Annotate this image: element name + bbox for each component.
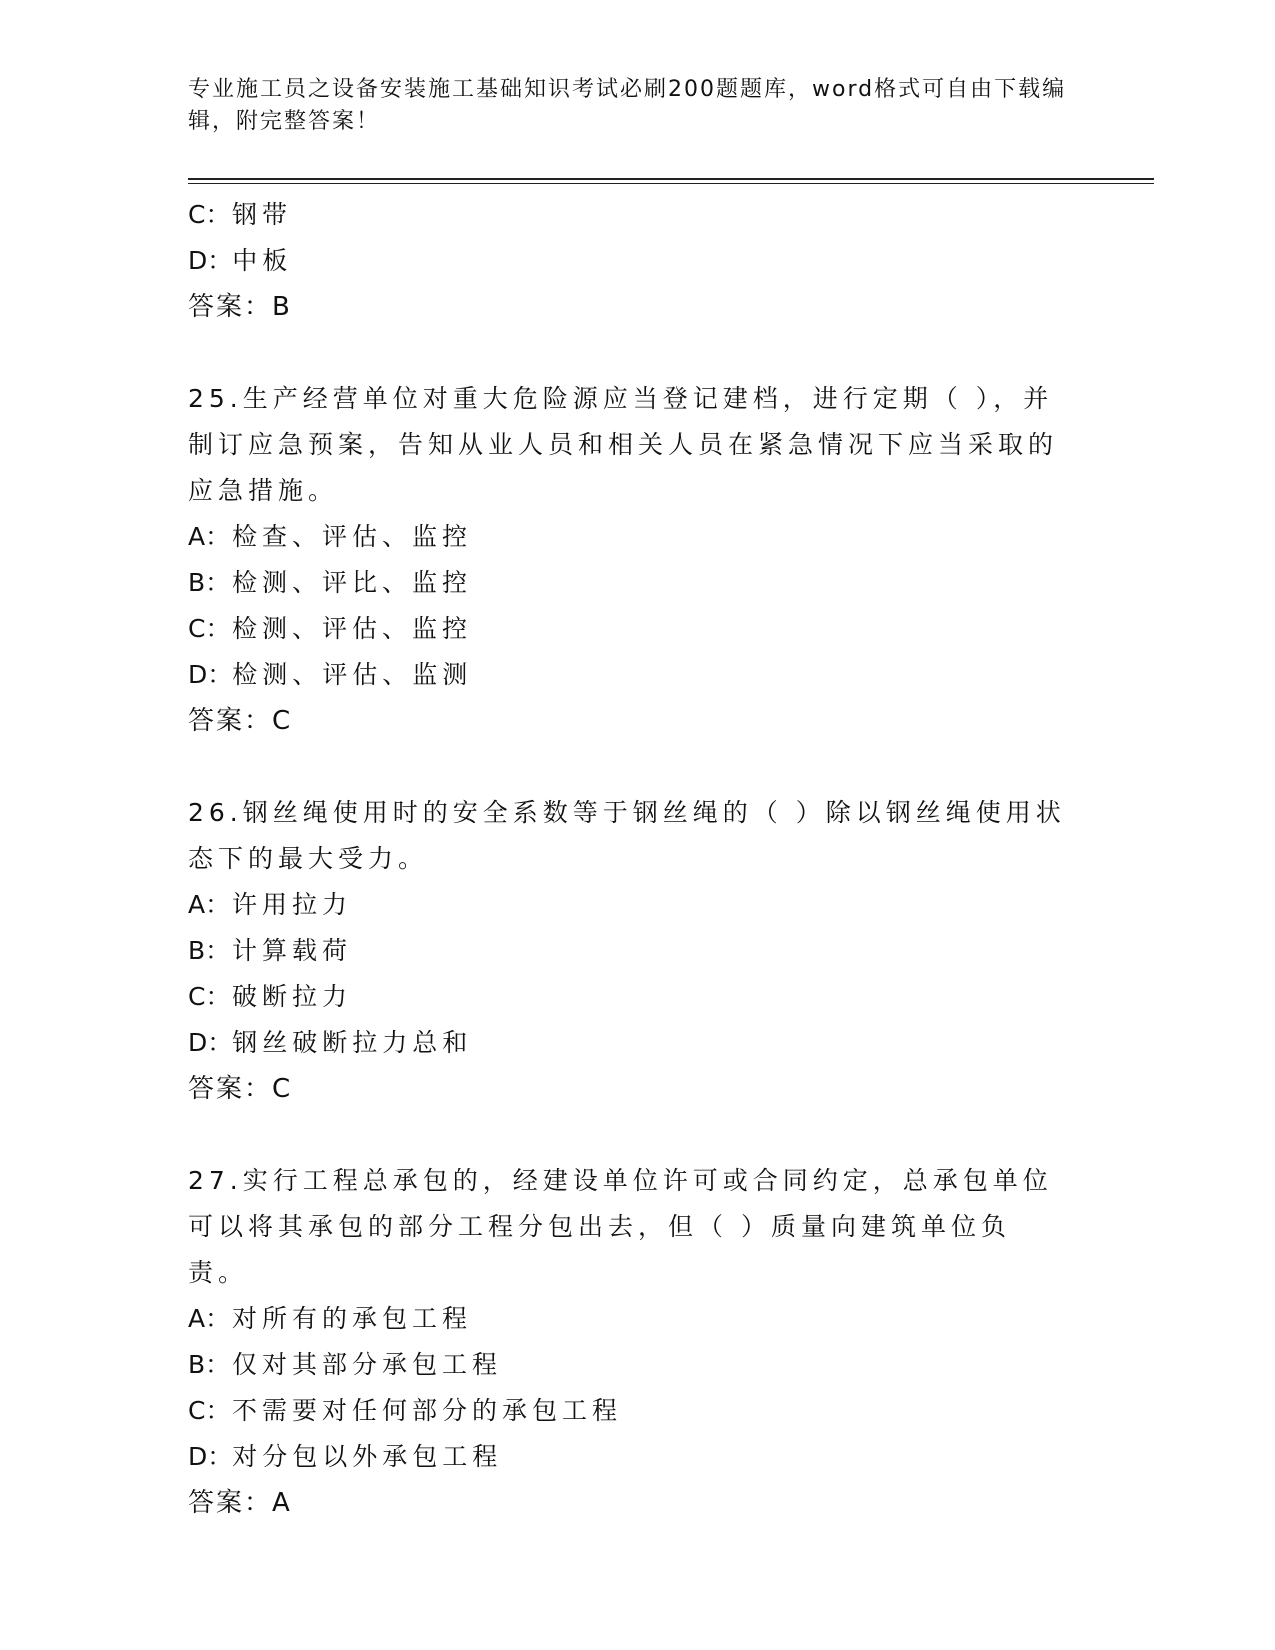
option-b: B：仅对其部分承包工程 [188,1350,503,1379]
option-b: B：检测、评比、监控 [188,568,473,597]
option-c: C：不需要对任何部分的承包工程 [188,1396,623,1425]
option-c: C：钢带 [188,200,293,229]
document-header: 专业施工员之设备安装施工基础知识考试必刷200题题库，word格式可自由下载编辑，附完整答案！ [188,77,1067,134]
answer-line: 答案：B [188,292,292,322]
question-26 [188,790,1088,1112]
option-c: C：检测、评估、监控 [188,614,473,643]
question-stem: 26.钢丝绳使用时的安全系数等于钢丝绳的（ ）除以钢丝绳使用状态下的最大受力。 [188,798,1066,873]
option-a: A：检查、评估、监控 [188,522,473,551]
answer-line: 答案：C [188,1074,293,1104]
option-a: A：对所有的承包工程 [188,1304,473,1333]
option-b: B：计算载荷 [188,936,353,965]
answer-line: 答案：C [188,706,293,736]
question-continued [188,192,1088,330]
question-27 [188,1158,1088,1526]
option-d: D：对分包以外承包工程 [188,1442,503,1471]
option-a: A：许用拉力 [188,890,353,919]
option-c: C：破断拉力 [188,982,353,1011]
option-d: D：中板 [188,246,293,275]
option-d: D：钢丝破断拉力总和 [188,1028,473,1057]
header-divider [188,178,1154,184]
question-stem: 25.生产经营单位对重大危险源应当登记建档，进行定期（ ），并制订应急预案，告知从业人员和相关人员在紧急情况下应当采取的应急措施。 [188,384,1059,505]
document-body [188,192,1088,1526]
answer-line: 答案：A [188,1488,292,1518]
question-stem: 27.实行工程总承包的，经建设单位许可或合同约定，总承包单位可以将其承包的部分工程分包出去，但（ ）质量向建筑单位负责。 [188,1166,1053,1287]
option-d: D：检测、评估、监测 [188,660,473,689]
question-25 [188,376,1088,744]
